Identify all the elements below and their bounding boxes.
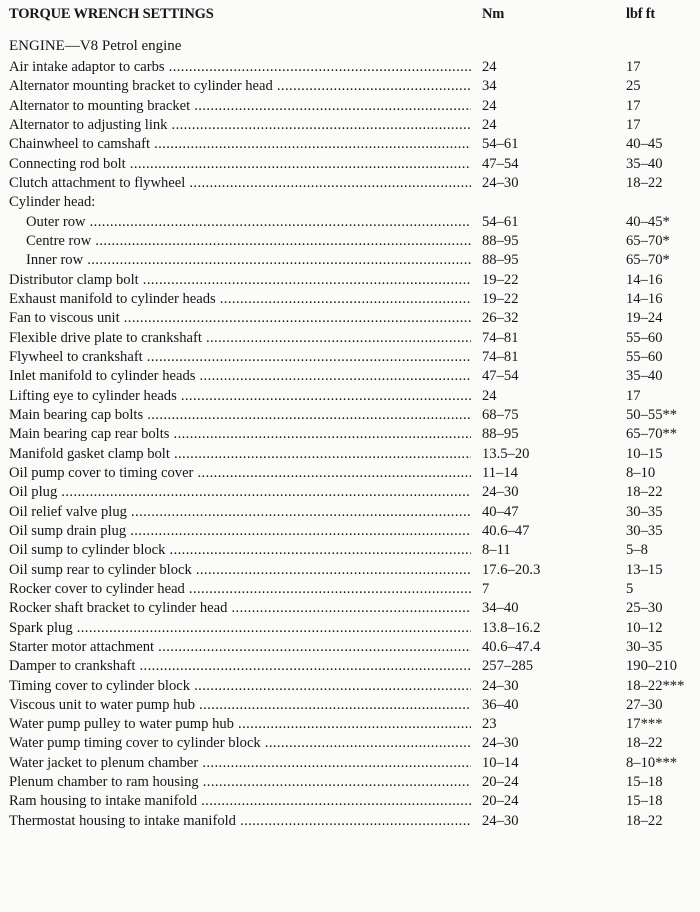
row-value-nm: 88–95 [482, 252, 519, 269]
row-value-nm: 24–30 [482, 677, 519, 694]
table-row [0, 406, 700, 425]
table-row [0, 773, 700, 792]
row-value-lbf-ft: 17 [626, 387, 641, 404]
row-label: Flexible drive plate to crankshaft ..... [9, 329, 471, 348]
row-value-lbf-ft: 65–70* [626, 252, 670, 269]
table-row [0, 97, 700, 116]
row-value-lbf-ft: 30–35 [626, 503, 663, 520]
row-value-nm: 34–40 [482, 600, 519, 617]
row-label: Alternator to adjusting link ..... [9, 116, 471, 135]
table-row [0, 290, 700, 309]
row-label: Water pump pulley to water pump hub ..... [9, 715, 471, 734]
row-value-lbf-ft: 5 [626, 580, 634, 597]
table-row [0, 696, 700, 715]
row-label: Ram housing to intake manifold ..... [9, 792, 471, 811]
row-value-lbf-ft: 40–45* [626, 213, 670, 230]
row-value-lbf-ft: 30–35 [626, 638, 663, 655]
row-value-nm: 88–95 [482, 426, 519, 443]
row-value-nm: 40–47 [482, 503, 519, 520]
row-value-lbf-ft: 18–22 [626, 735, 663, 752]
row-value-lbf-ft: 50–55** [626, 406, 678, 423]
row-label: Rocker cover to cylinder head ..... [9, 580, 471, 599]
row-value-nm: 24 [482, 59, 497, 75]
row-value-lbf-ft: 19–24 [626, 310, 663, 327]
table-row [0, 135, 700, 154]
row-label: Outer row ..... [26, 213, 471, 232]
row-value-nm: 7 [482, 580, 490, 597]
row-value-nm: 13.8–16.2 [482, 619, 541, 636]
row-value-nm: 24–30 [482, 812, 519, 829]
row-value-nm: 54–61 [482, 213, 519, 230]
row-label: Exhaust manifold to cylinder heads ..... [9, 290, 471, 309]
table-row [0, 77, 700, 96]
table-row [0, 599, 700, 618]
row-value-nm: 68–75 [482, 406, 519, 423]
table-row [0, 522, 700, 541]
row-value-lbf-ft: 8–10*** [626, 754, 678, 771]
row-label: Flywheel to crankshaft ..... [9, 348, 471, 367]
row-value-lbf-ft: 17 [626, 97, 641, 114]
table-row [0, 483, 700, 502]
row-label: Oil pump cover to timing cover ..... [9, 464, 471, 483]
row-value-lbf-ft: 18–22 [626, 174, 663, 191]
row-value-lbf-ft: 40–45 [626, 136, 663, 153]
row-value-lbf-ft: 27–30 [626, 696, 663, 713]
row-label: Oil plug ..... [9, 483, 471, 502]
row-label: Thermostat housing to intake manifold ..... [9, 812, 471, 831]
row-label: Water pump timing cover to cylinder block ..... [9, 734, 471, 753]
row-value-nm: 23 [482, 716, 497, 733]
table-row [0, 367, 700, 386]
table-row [0, 677, 700, 696]
row-value-nm: 74–81 [482, 329, 519, 346]
row-value-lbf-ft: 25 [626, 78, 641, 95]
row-value-nm: 34 [482, 78, 497, 95]
table-row [0, 792, 700, 811]
row-label: Inlet manifold to cylinder heads ..... [9, 367, 471, 386]
row-value-lbf-ft: 35–40 [626, 155, 663, 172]
table-row [0, 251, 700, 270]
section-heading: ENGINE—V8 Petrol engine [9, 38, 182, 54]
row-value-nm: 8–11 [482, 542, 511, 559]
row-value-nm: 20–24 [482, 774, 519, 791]
row-label: Oil sump to cylinder block ..... [9, 541, 471, 560]
row-label: Plenum chamber to ram housing ..... [9, 773, 471, 792]
row-value-lbf-ft: 10–15 [626, 445, 663, 462]
table-row [0, 464, 700, 483]
row-value-lbf-ft: 5–8 [626, 542, 648, 559]
row-value-lbf-ft: 10–12 [626, 619, 663, 636]
table-row [0, 58, 700, 77]
row-value-nm: 257–285 [482, 658, 534, 675]
row-value-nm: 10–14 [482, 754, 519, 771]
row-value-nm: 20–24 [482, 793, 519, 810]
row-label: Lifting eye to cylinder heads ..... [9, 387, 471, 406]
row-label: Centre row ..... [26, 232, 471, 251]
table-row [0, 348, 700, 367]
row-value-nm: 13.5–20 [482, 445, 530, 462]
row-value-lbf-ft: 65–70* [626, 232, 670, 249]
row-label: Spark plug ..... [9, 619, 471, 638]
table-row [0, 174, 700, 193]
column-header-lbf-ft: lbf ft [626, 6, 656, 22]
table-row [0, 734, 700, 753]
row-value-lbf-ft: 35–40 [626, 368, 663, 385]
row-label: Rocker shaft bracket to cylinder head ..... [9, 599, 471, 618]
table-row [0, 638, 700, 657]
row-label: Alternator mounting bracket to cylinder head ..... [9, 77, 471, 96]
row-label: Cylinder head: [9, 194, 96, 211]
row-value-lbf-ft: 17 [626, 116, 641, 133]
row-label: Oil sump drain plug ..... [9, 522, 471, 541]
row-value-nm: 36–40 [482, 696, 519, 713]
row-label: Damper to crankshaft ..... [9, 657, 471, 676]
row-value-lbf-ft: 15–18 [626, 793, 663, 810]
row-value-lbf-ft: 55–60 [626, 348, 663, 365]
table-row [0, 387, 700, 406]
row-value-nm: 11–14 [482, 464, 518, 481]
row-label: Connecting rod bolt ..... [9, 155, 471, 174]
row-value-lbf-ft: 25–30 [626, 600, 663, 617]
table-header [0, 6, 700, 26]
table-row [0, 425, 700, 444]
row-label: Clutch attachment to flywheel ..... [9, 174, 471, 193]
table-row [0, 657, 700, 676]
row-value-nm: 24 [482, 116, 497, 133]
row-label: Main bearing cap rear bolts ..... [9, 425, 471, 444]
row-label: Oil relief valve plug ..... [9, 503, 471, 522]
row-value-nm: 26–32 [482, 310, 519, 327]
row-value-nm: 74–81 [482, 348, 519, 365]
row-label: Chainwheel to camshaft ..... [9, 135, 471, 154]
row-value-nm: 19–22 [482, 271, 519, 288]
row-value-lbf-ft: 190–210 [626, 658, 678, 675]
row-label: Main bearing cap bolts ..... [9, 406, 471, 425]
row-value-nm: 47–54 [482, 155, 519, 172]
table-row [0, 580, 700, 599]
row-label: Timing cover to cylinder block ..... [9, 677, 471, 696]
row-label: Air intake adaptor to carbs ..... [9, 58, 471, 77]
table-row [0, 754, 700, 773]
row-value-lbf-ft: 18–22*** [626, 677, 685, 694]
table-row [0, 715, 700, 734]
page-title: TORQUE WRENCH SETTINGS [9, 6, 214, 22]
row-value-nm: 24 [482, 387, 497, 404]
row-label: Manifold gasket clamp bolt ..... [9, 445, 471, 464]
table-row [0, 329, 700, 348]
row-value-nm: 40.6–47 [482, 522, 530, 539]
table-row [0, 561, 700, 580]
table-row [0, 116, 700, 135]
row-value-lbf-ft: 17 [626, 59, 641, 75]
row-value-nm: 47–54 [482, 368, 519, 385]
row-label: Inner row ..... [26, 251, 471, 270]
row-label: Starter motor attachment ..... [9, 638, 471, 657]
table-row [0, 271, 700, 290]
row-value-nm: 19–22 [482, 290, 519, 307]
row-label: Water jacket to plenum chamber ..... [9, 754, 471, 773]
row-value-nm: 24–30 [482, 174, 519, 191]
table-row [0, 503, 700, 522]
table-row [0, 155, 700, 174]
column-header-nm: Nm [482, 6, 505, 22]
table-row [0, 309, 700, 328]
row-value-nm: 17.6–20.3 [482, 561, 541, 578]
table-row [0, 619, 700, 638]
table-row [0, 232, 700, 251]
table-row [0, 213, 700, 232]
row-value-nm: 24–30 [482, 735, 519, 752]
row-label: Fan to viscous unit ..... [9, 309, 471, 328]
row-value-nm: 40.6–47.4 [482, 638, 541, 655]
row-value-lbf-ft: 8–10 [626, 464, 656, 481]
row-value-nm: 88–95 [482, 232, 519, 249]
row-value-lbf-ft: 18–22 [626, 484, 663, 501]
torque-table [0, 58, 700, 831]
row-value-lbf-ft: 15–18 [626, 774, 663, 791]
row-label: Alternator to mounting bracket ..... [9, 97, 471, 116]
table-row [0, 541, 700, 560]
row-value-nm: 54–61 [482, 136, 519, 153]
row-value-lbf-ft: 18–22 [626, 812, 663, 829]
table-row [0, 445, 700, 464]
row-value-nm: 24 [482, 97, 497, 114]
row-label: Distributor clamp bolt ..... [9, 271, 471, 290]
row-value-lbf-ft: 30–35 [626, 522, 663, 539]
row-label: Viscous unit to water pump hub ..... [9, 696, 471, 715]
table-row [0, 812, 700, 831]
row-label: Oil sump rear to cylinder block ..... [9, 561, 471, 580]
row-value-lbf-ft: 55–60 [626, 329, 663, 346]
row-value-lbf-ft: 14–16 [626, 290, 663, 307]
row-value-lbf-ft: 65–70** [626, 426, 678, 443]
row-value-lbf-ft: 13–15 [626, 561, 663, 578]
row-value-lbf-ft: 17*** [626, 716, 663, 733]
table-row [0, 193, 700, 212]
row-value-nm: 24–30 [482, 484, 519, 501]
row-value-lbf-ft: 14–16 [626, 271, 663, 288]
